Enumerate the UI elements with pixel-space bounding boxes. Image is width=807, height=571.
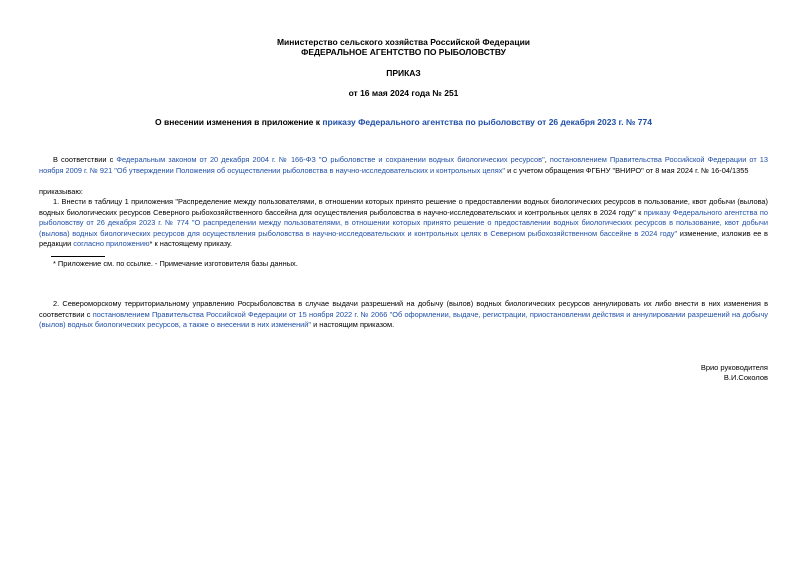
subject-prefix: О внесении изменения в приложение к — [155, 117, 323, 127]
item-2-text-1: 2. Североморскому территориальному управлению Росрыболовства в случае выдачи разрешений на добычу (вылов) водных биологических ресурсов аннулировать их либо внести в них изменения в соответствии с — [39, 299, 768, 319]
federal-law-link[interactable]: Федеральным законом от 20 декабря 2004 г. № 166-ФЗ "О рыболовстве и сохранении водных биологических ресурсов" — [116, 155, 545, 164]
agency-name: ФЕДЕРАЛЬНОЕ АГЕНТСТВО ПО РЫБОЛОВСТВУ — [301, 47, 506, 57]
signatory-position: Врио руководителя — [700, 363, 768, 372]
item-2-text-2: и настоящим приказом. — [311, 320, 395, 330]
preamble-text-2: , — [544, 155, 550, 164]
footnote-divider — [51, 256, 105, 257]
decree-2066-link[interactable]: постановлением Правительства Российской Федерации от 15 ноября 2022 г. № 2066 "Об оформлении, выдаче, регистрации, приостановлении действия и аннулировании разрешений на добычу (вылов) водных биологических ресурсов, а также о внесении в них изменений" — [39, 309, 768, 330]
order-774-link[interactable]: приказу Федерального агентства по рыболовству от 26 декабря 2023 г. № 774 "О распределении между пользователями, в отношении которых принято решение о предоставлении водных биологических ресурсов в пользование, квот добычи (вылова) водных биологических ресурсов для осуществления рыболовства в научно-исследовательских и контрольных целях в Северном рыбохозяйственном бассейне в 2024 году" — [39, 207, 768, 238]
ministry-name: Министерство сельского хозяйства Российской Федерации — [276, 37, 531, 47]
order-subject — [0, 117, 807, 128]
signatory-name: В.И.Соколов — [723, 373, 768, 382]
order-date: от 16 мая 2024 года № 251 — [348, 88, 459, 98]
item-1-text-3: * к настоящему приказу. — [149, 239, 233, 249]
item-1-text-1: 1. Внести в таблицу 1 приложения "Распределение между пользователями, в отношении которых принято решение о предоставлении водных биологических ресурсов в пользование, квот добычи (вылова) водных биологических ресурсов Северного рыбохозяйственного бассейна для осуществления рыболовства в научно-исследовательских и контрольных целях в 2024 году" к — [39, 197, 768, 217]
preamble-text-1: В соответствии с — [53, 155, 117, 164]
footnote: * Приложение см. по ссылке. - Примечание изготовителя базы данных. — [53, 259, 298, 268]
order-title: ПРИКАЗ — [386, 68, 421, 78]
subject-link[interactable]: приказу Федерального агентства по рыболовству от 26 декабря 2023 г. № 774 — [322, 117, 652, 127]
preamble-text-3: и с учетом обращения ФГБНУ "ВНИРО" от 8 мая 2024 г. № 16-04/1355 — [505, 165, 749, 175]
appendix-link[interactable]: согласно приложению — [73, 239, 150, 249]
item-2-paragraph — [39, 299, 768, 331]
item-1-paragraph — [39, 197, 768, 250]
government-decree-link[interactable]: постановлением Правительства Российской Федерации от 13 ноября 2009 г. № 921 "Об утверждении Положения об осуществлении рыболовства в научно-исследовательских и контрольных целях" — [39, 155, 769, 175]
preamble-paragraph — [39, 155, 768, 176]
order-word-lower: приказываю: — [39, 187, 83, 196]
item-1-text-2: изменение, изложив ее в редакции — [39, 228, 768, 249]
